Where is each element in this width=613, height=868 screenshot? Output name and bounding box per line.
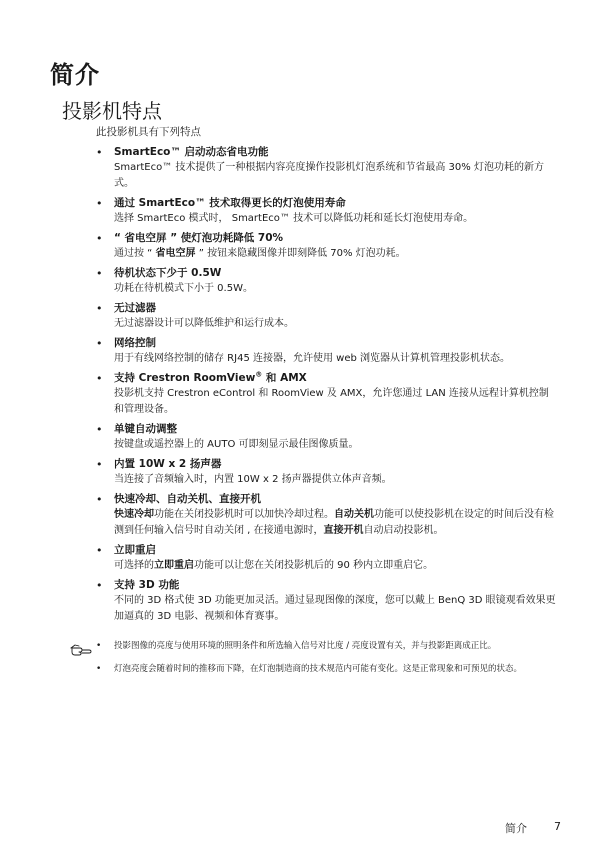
feature-title: 单键自动调整 (114, 423, 177, 435)
registered-mark: ® (255, 370, 263, 379)
bullet: • (96, 146, 103, 159)
feature-title: 支持 Crestron RoomView® 和 AMX (114, 370, 307, 384)
subsection-title: 投影机特点 (62, 99, 162, 123)
bullet: • (96, 641, 102, 651)
feature-title: 网络控制 (114, 337, 156, 349)
feature-description: 功耗在待机模式下小于 0.5W。 (114, 283, 253, 294)
feature-description: 无过滤器设计可以降低维护和运行成本。 (114, 318, 294, 329)
bullet: • (96, 232, 103, 245)
bullet: • (96, 423, 103, 436)
feature-description: 选择 SmartEco 模式时， SmartEco™ 技术可以降低功耗和延长灯泡使用寿命。 (114, 213, 474, 224)
feature-description: 按键盘或遥控器上的 AUTO 可即刻显示最佳图像质量。 (114, 439, 359, 450)
bullet: • (96, 267, 103, 280)
feature-description: 快速冷却功能在关闭投影机时可以加快冷却过程。自动关机功能可以使投影机在设定的时间后没有检测到任何输入信号时自动关闭 , 在接通电源时，直接开机自动启动投影机。 (114, 509, 554, 536)
feature-title: SmartEco™ 启动动态省电功能 (114, 146, 269, 158)
bullet: • (96, 372, 103, 385)
feature-title: 待机状态下少于 0.5W (114, 267, 222, 279)
footer-section-name: 简介 (505, 822, 527, 835)
page-number: 7 (554, 820, 561, 833)
feature-item-instant-restart (96, 543, 556, 574)
bullet: • (96, 302, 103, 315)
note-text: 灯泡亮度会随着时间的推移而下降，在灯泡制造商的技术规范内可能有变化。这是正常现象和可预见的状态。 (114, 664, 523, 674)
section-title: 简介 (50, 61, 100, 89)
note-item (96, 640, 556, 652)
feature-title: 支持 3D 功能 (114, 579, 180, 591)
note-item (96, 663, 556, 675)
feature-item-3d-support (96, 578, 556, 625)
feature-item-smarteco (96, 145, 556, 192)
feature-item-network-control (96, 336, 556, 367)
feature-item-eco-blank (96, 231, 556, 262)
pointing-hand-note-icon (70, 642, 92, 656)
feature-description: 投影机支持 Crestron eControl 和 RoomView 及 AMX，允许您通过 LAN 连接从远程计算机控制和管理设备。 (114, 388, 549, 415)
bullet: • (96, 664, 102, 674)
feature-title: 无过滤器 (114, 302, 156, 314)
feature-list (96, 145, 556, 629)
bullet: • (96, 579, 103, 592)
feature-item-quick-cooling (96, 492, 556, 539)
bullet: • (96, 458, 103, 471)
intro-text: 此投影机具有下列特点 (96, 126, 201, 138)
feature-description: 不同的 3D 格式使 3D 功能更加灵活。通过显现图像的深度，您可以戴上 BenQ 3D 眼镜观看效果更加逼真的 3D 电影、视频和体育赛事。 (114, 595, 556, 622)
bullet: • (96, 197, 103, 210)
bullet: • (96, 493, 103, 506)
feature-description: 通过按 “ 省电空屏 ” 按钮来隐藏图像并即刻降低 70% 灯泡功耗。 (114, 248, 406, 259)
feature-title: 立即重启 (114, 544, 156, 556)
feature-item-speakers (96, 457, 556, 488)
feature-description: 用于有线网络控制的储存 RJ45 连接器，允许使用 web 浏览器从计算机管理投影机状态。 (114, 353, 511, 364)
feature-title: 内置 10W x 2 扬声器 (114, 458, 222, 470)
feature-item-standby-power (96, 266, 556, 297)
feature-description: SmartEco™ 技术提供了一种根据内容亮度操作投影机灯泡系统和节省最高 30% 灯泡功耗的新方式。 (114, 162, 544, 189)
note-text: 投影图像的亮度与使用环境的照明条件和所选输入信号对比度 / 亮度设置有关，并与投影距离成正比。 (114, 641, 497, 651)
feature-title: 快速冷却、自动关机、直接开机 (114, 493, 261, 505)
feature-description: 可选择的立即重启功能可以让您在关闭投影机后的 90 秒内立即重启它。 (114, 560, 434, 571)
feature-title: “ 省电空屏 ” 使灯泡功耗降低 70% (114, 232, 284, 244)
feature-item-crestron-amx (96, 371, 556, 418)
feature-description: 当连接了音频输入时，内置 10W x 2 扬声器提供立体声音频。 (114, 474, 392, 485)
feature-item-auto-adjust (96, 422, 556, 453)
feature-item-lamp-life (96, 196, 556, 227)
feature-title: 通过 SmartEco™ 技术取得更长的灯泡使用寿命 (114, 197, 346, 209)
bullet: • (96, 337, 103, 350)
notes-section (96, 640, 556, 686)
feature-item-filterless (96, 301, 556, 332)
bullet: • (96, 544, 103, 557)
